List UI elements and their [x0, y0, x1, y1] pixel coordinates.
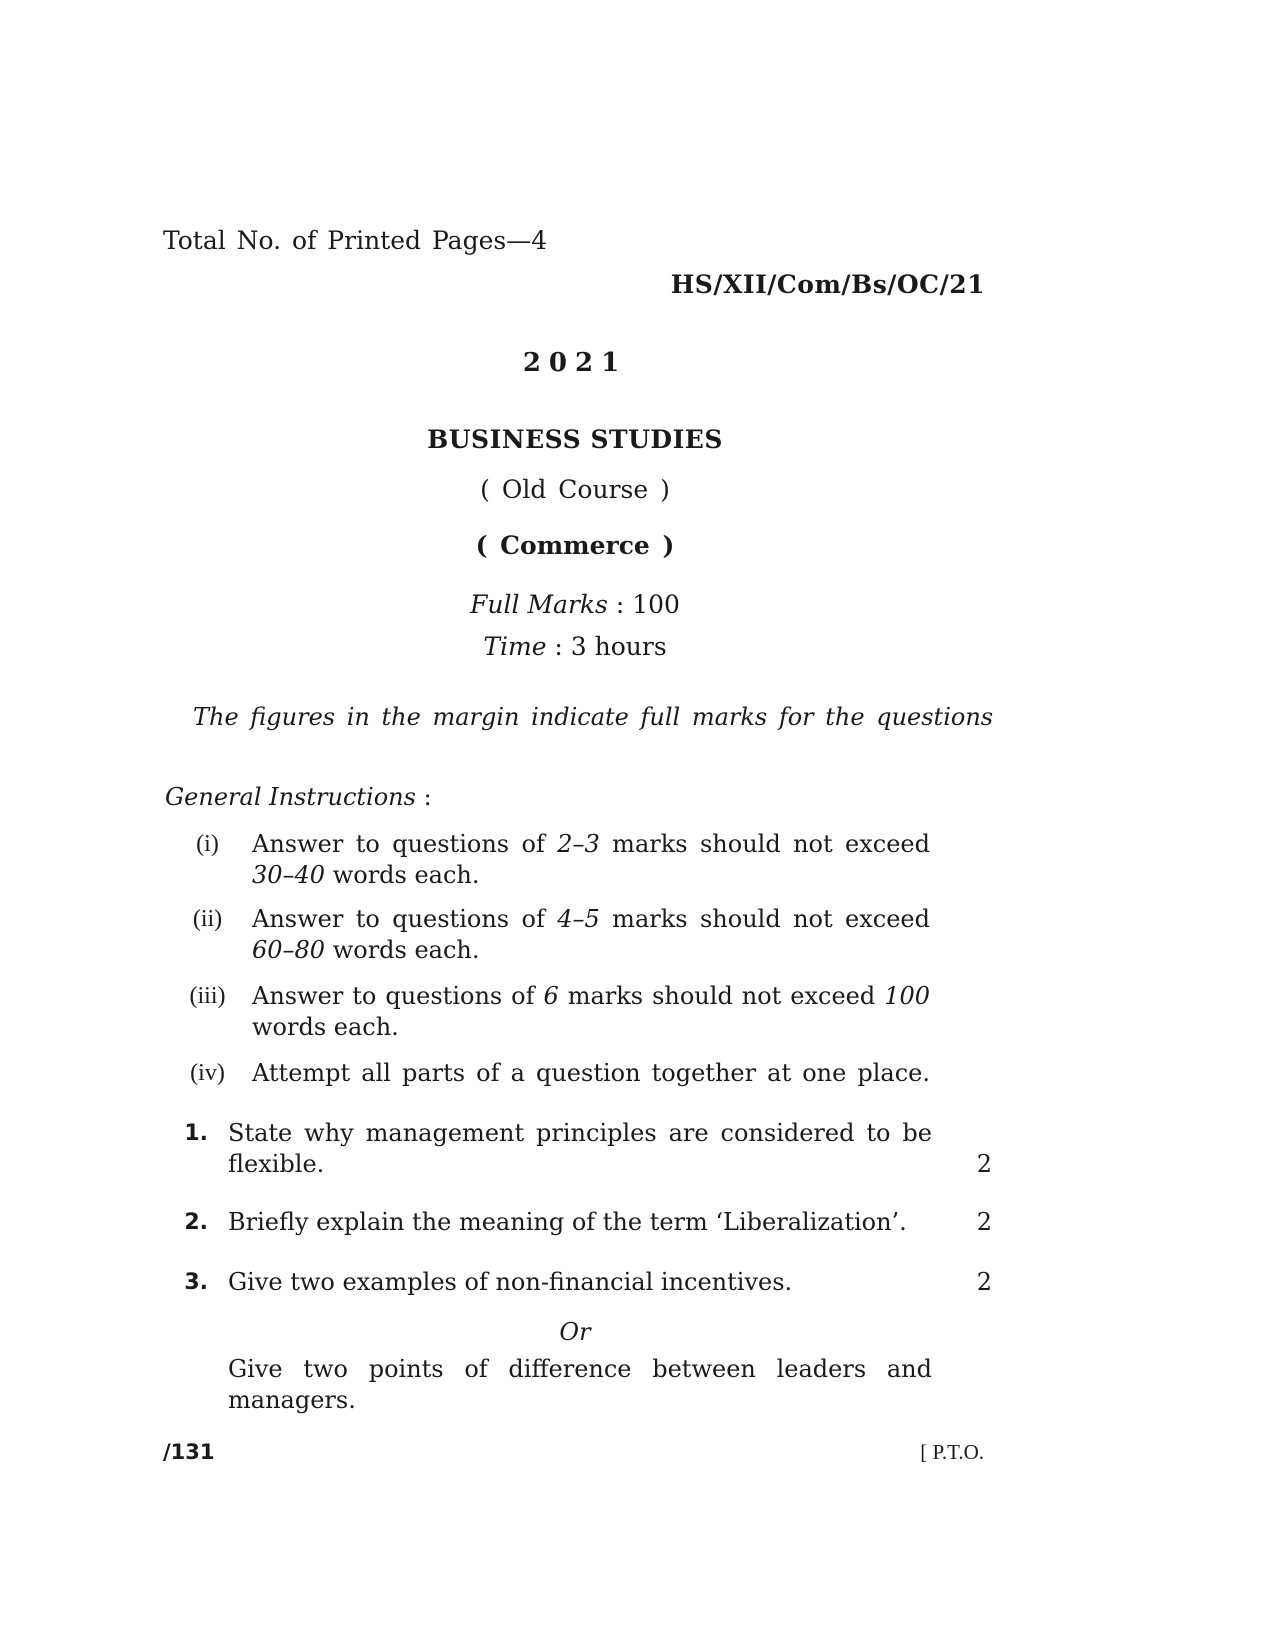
question-text: Give two points of difference between leaders and [228, 1355, 932, 1383]
question-text: managers. [228, 1386, 356, 1414]
instruction-text: Answer to questions of [252, 905, 558, 933]
question-marks: 2 [976, 1208, 992, 1236]
exam-time [0, 632, 1150, 661]
or-separator: Or [559, 1318, 591, 1346]
question-marks: 2 [976, 1268, 992, 1296]
instruction-item [185, 904, 930, 966]
instruction-word-range: 60–80 [252, 936, 326, 964]
instruction-number: (ii) [192, 906, 223, 932]
exam-year: 2021 [522, 348, 628, 378]
instruction-marks-range: 2–3 [557, 830, 600, 858]
question-text: flexible. [228, 1150, 325, 1178]
instruction-number: (i) [196, 831, 219, 857]
instruction-marks-range: 4–5 [557, 905, 600, 933]
general-instructions-title [165, 783, 432, 811]
paper-code: HS/XII/Com/Bs/OC/21 [670, 270, 985, 299]
instruction-text: Answer to questions of [252, 982, 544, 1010]
instruction-text: words each. [252, 1013, 399, 1041]
full-marks-value: : 100 [607, 590, 680, 619]
subject-title: BUSINESS STUDIES [427, 425, 723, 454]
instruction-item [185, 981, 930, 1043]
instruction-word-limit: 100 [884, 982, 930, 1010]
full-marks [0, 590, 1150, 619]
question-3 [180, 1267, 992, 1298]
total-pages-label: Total No. of Printed Pages—4 [163, 226, 548, 255]
instruction-text: words each. [325, 936, 480, 964]
instruction-item [185, 1058, 930, 1089]
question-3-alternative [180, 1354, 992, 1416]
general-instructions-colon: : [415, 783, 432, 811]
instruction-word-range: 30–40 [252, 861, 326, 889]
instruction-number: (iv) [190, 1060, 225, 1086]
question-2 [180, 1207, 992, 1238]
time-label: Time [483, 632, 547, 661]
question-number: 1. [184, 1121, 208, 1146]
time-value: : 3 hours [546, 632, 667, 661]
instruction-text: words each. [325, 861, 480, 889]
question-number: 2. [184, 1210, 208, 1235]
course-label: ( Old Course ) [480, 475, 670, 504]
instruction-number: (iii) [189, 983, 226, 1009]
question-text: Briefly explain the meaning of the term ‘Liberalization’. [228, 1208, 907, 1236]
question-number: 3. [184, 1270, 208, 1295]
instruction-text: marks should not exceed [558, 982, 885, 1010]
question-marks: 2 [976, 1150, 992, 1178]
stream-label: ( Commerce ) [475, 531, 675, 560]
instruction-item [185, 829, 930, 891]
question-1 [180, 1118, 992, 1180]
question-text: State why management principles are considered to be [228, 1119, 932, 1147]
question-text: Give two examples of non-financial incentives. [228, 1268, 793, 1296]
marks-note: The figures in the margin indicate full marks for the questions [193, 703, 994, 731]
pto-label: [ P.T.O. [920, 1440, 984, 1464]
instruction-text: Attempt all parts of a question together at one place. [252, 1059, 930, 1087]
instruction-text: marks should not exceed [599, 905, 930, 933]
general-instructions-label: General Instructions [165, 783, 416, 811]
footer-code: /131 [163, 1440, 215, 1464]
instruction-text: Answer to questions of [252, 830, 558, 858]
full-marks-label: Full Marks [470, 590, 608, 619]
instruction-text: marks should not exceed [599, 830, 930, 858]
instruction-marks-value: 6 [543, 982, 559, 1010]
